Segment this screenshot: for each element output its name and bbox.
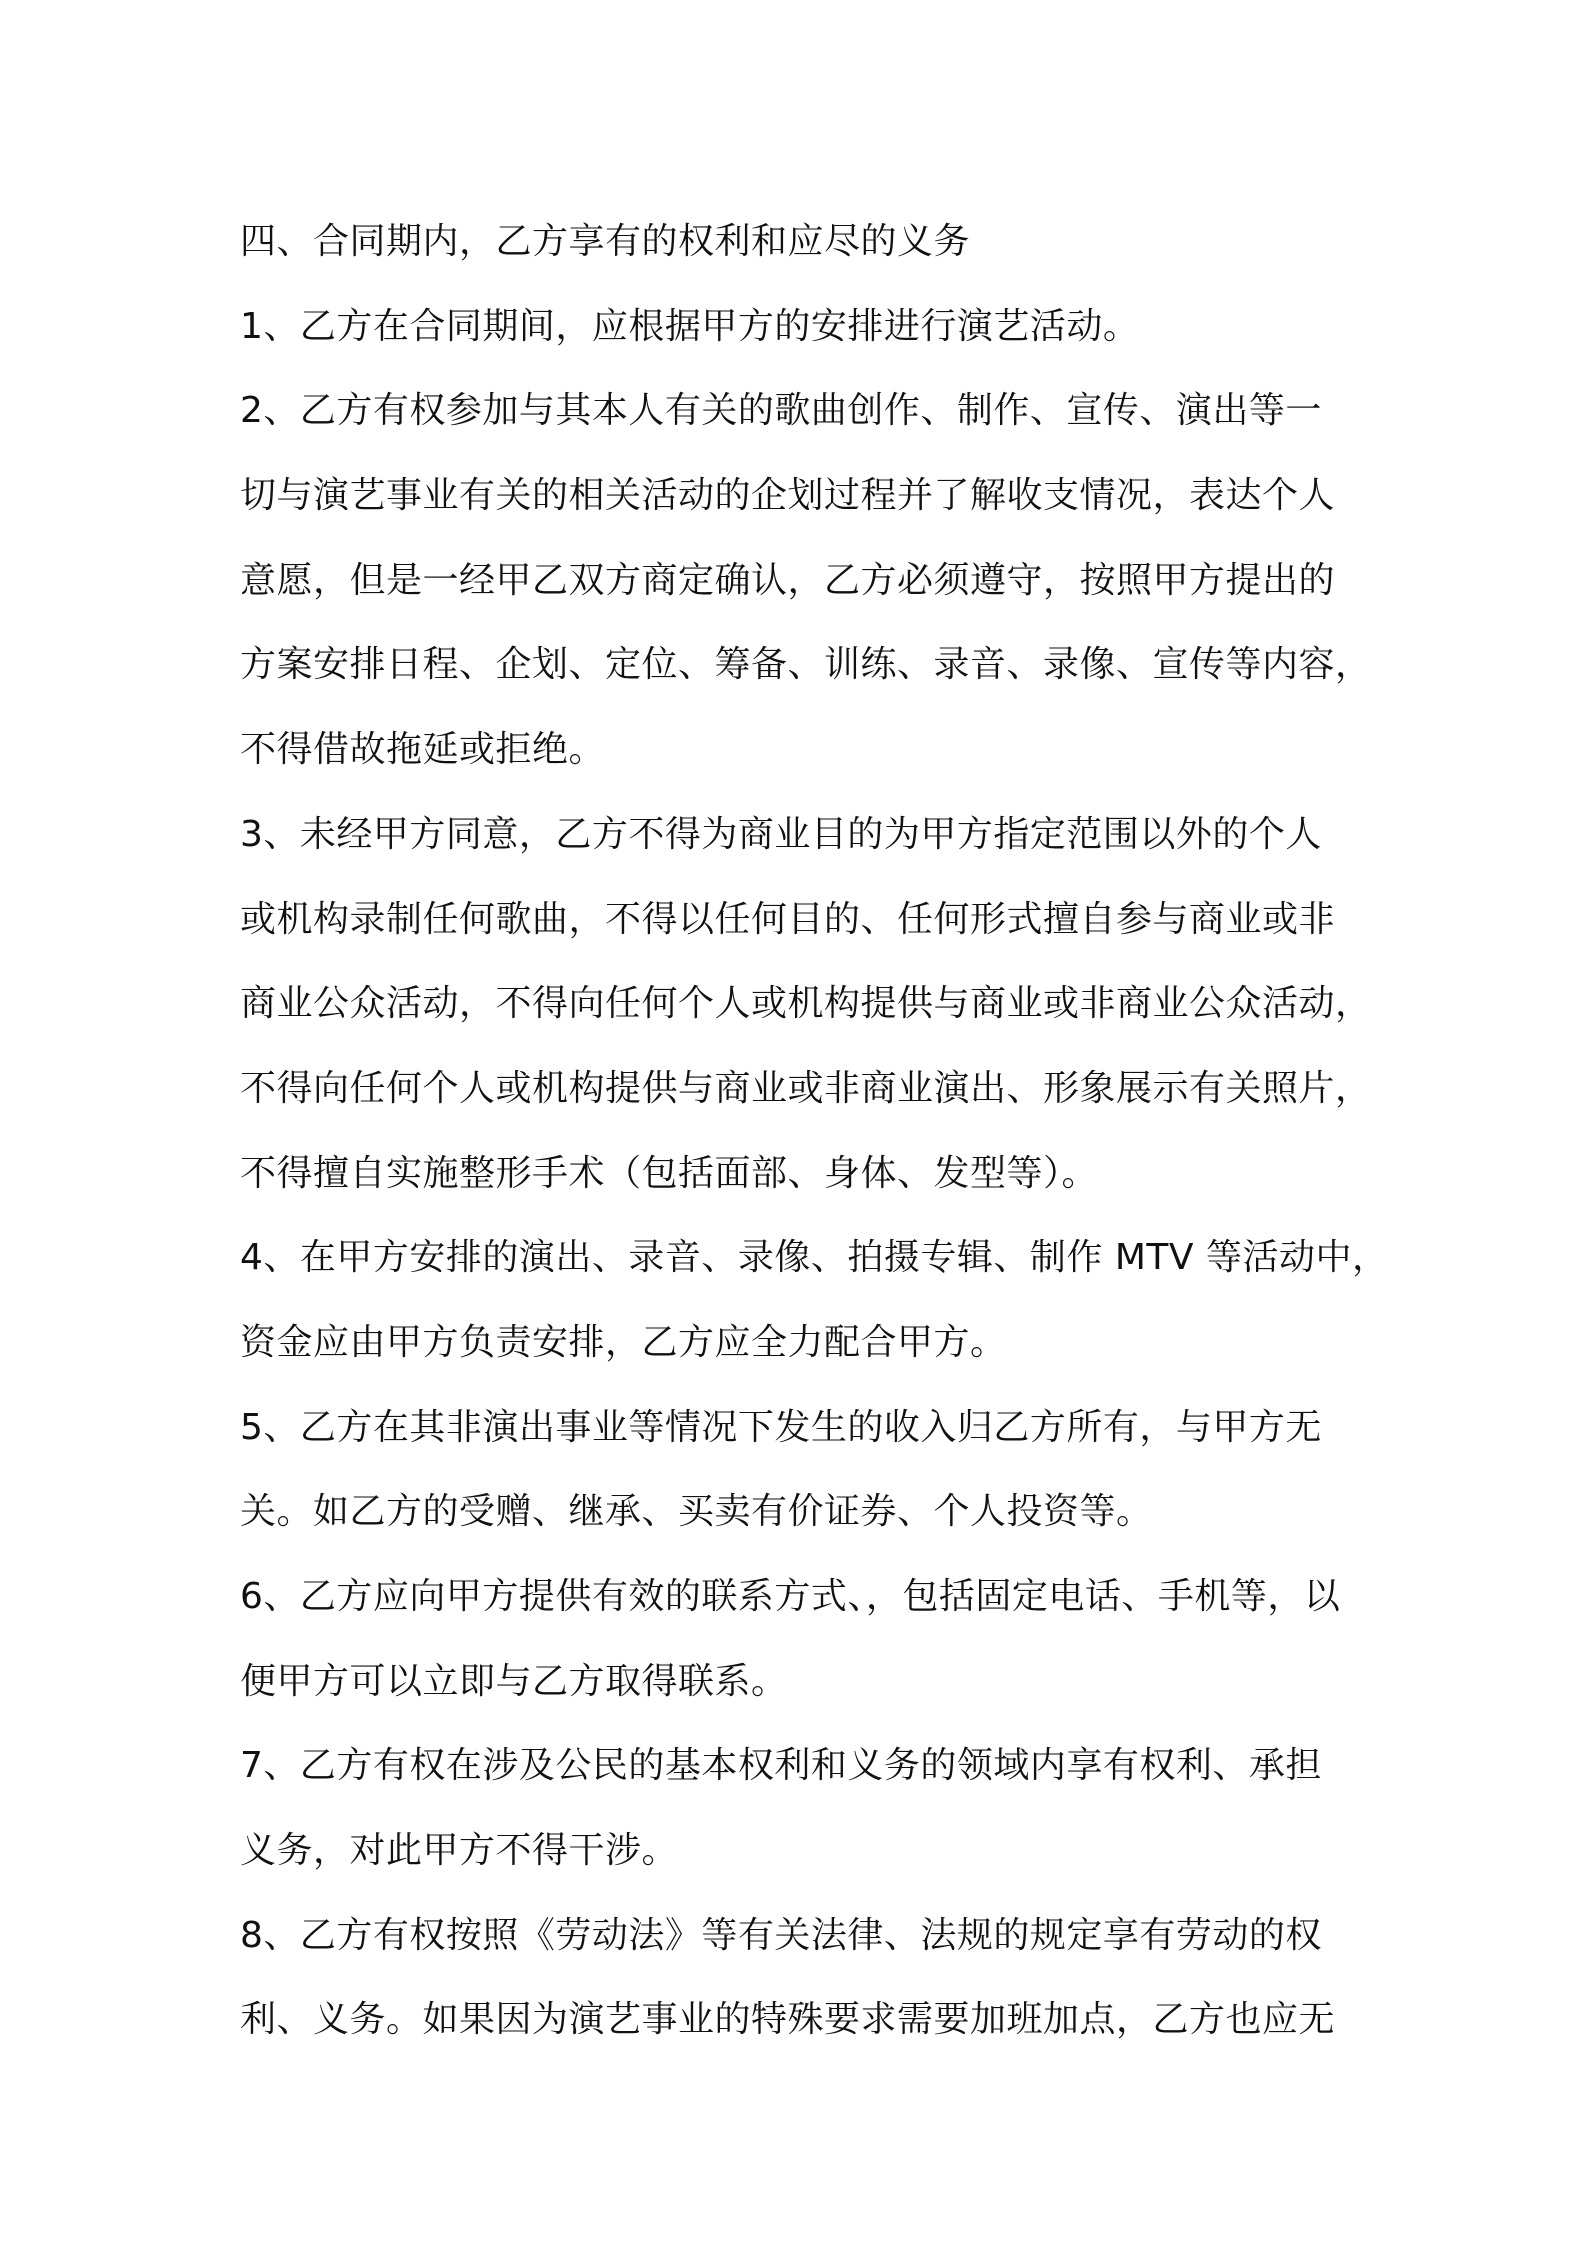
- document-body: [240, 200, 1389, 2063]
- text-line: 不得擅自实施整形手术（包括面部、身体、发型等）。: [240, 1152, 1099, 1194]
- section-heading: 四、合同期内，乙方享有的权利和应尽的义务: [240, 221, 971, 262]
- text-line: 或机构录制任何歌曲，不得以任何目的、任何形式擅自参与商业或非: [240, 898, 1336, 940]
- text-line: 3、未经甲方同意，乙方不得为商业目的为甲方指定范围以外的个人: [240, 813, 1322, 855]
- text-line: 不得向任何个人或机构提供与商业或非商业演出、形象展示有关照片，: [240, 1067, 1372, 1109]
- text-line: 意愿，但是一经甲乙双方商定确认，乙方必须遵守，按照甲方提出的: [240, 559, 1336, 601]
- text-line: 便甲方可以立即与乙方取得联系。: [240, 1660, 788, 1702]
- text-line: 8、乙方有权按照《劳动法》等有关法律、法规的规定享有劳动的权: [240, 1914, 1322, 1956]
- text-line: 利、义务。如果因为演艺事业的特殊要求需要加班加点，乙方也应无: [240, 1999, 1336, 2041]
- text-line: 1、乙方在合同期间，应根据甲方的安排进行演艺活动。: [240, 305, 1140, 347]
- text-line: 关。如乙方的受赠、继承、买卖有价证券、个人投资等。: [240, 1491, 1153, 1533]
- text-line: 6、乙方应向甲方提供有效的联系方式、，包括固定电话、手机等，以: [240, 1576, 1341, 1617]
- text-line: 不得借故拖延或拒绝。: [240, 729, 606, 771]
- text-line: 方案安排日程、企划、定位、筹备、训练、录音、录像、宣传等内容，: [240, 644, 1372, 686]
- text-line: 义务，对此甲方不得干涉。: [240, 1830, 679, 1872]
- text-line: 商业公众活动，不得向任何个人或机构提供与商业或非商业公众活动，: [240, 983, 1372, 1025]
- text-line: 7、乙方有权在涉及公民的基本权利和义务的领域内享有权利、承担: [240, 1745, 1322, 1787]
- text-line: 5、乙方在其非演出事业等情况下发生的收入归乙方所有，与甲方无: [240, 1406, 1322, 1448]
- text-line: 4、在甲方安排的演出、录音、录像、拍摄专辑、制作 MTV 等活动中，: [240, 1237, 1389, 1279]
- text-line: 切与演艺事业有关的相关活动的企划过程并了解收支情况，表达个人: [240, 475, 1336, 517]
- text-line: 2、乙方有权参加与其本人有关的歌曲创作、制作、宣传、演出等一: [240, 390, 1322, 432]
- text-line: 资金应由甲方负责安排，乙方应全力配合甲方。: [240, 1321, 1007, 1363]
